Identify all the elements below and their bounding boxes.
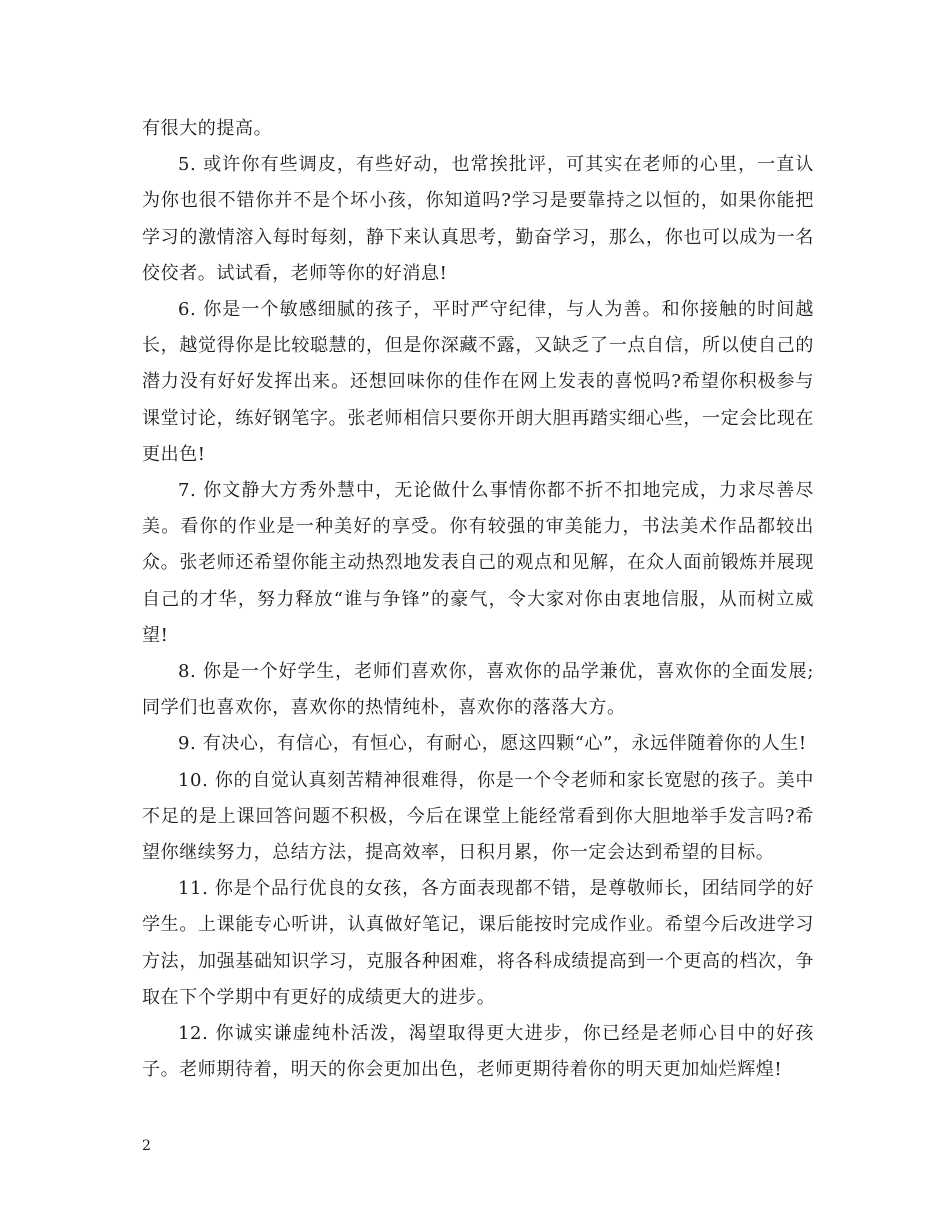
paragraph-item-12: 12. 你诚实谦虚纯朴活泼，渴望取得更大进步，你已经是老师心目中的好孩子。老师期待着，明天的你会更加出色，老师更期待着你的明天更加灿烂辉煌! xyxy=(142,1023,814,1081)
paragraph-item-9: 9. 有决心，有信心，有恒心，有耐心，愿这四颗“心”，永远伴随着你的人生! xyxy=(178,733,807,755)
paragraph-item-5: 5. 或许你有些调皮，有些好动，也常挨批评，可其实在老师的心里，一直认为你也很不错你并不是个坏小孩，你知道吗?学习是要靠持之以恒的，如果你能把学习的激情溶入每时每刻，静下来认真思考，勤奋学习，那么，你也可以成为一名佼佼者。试试看，老师等你的好消息! xyxy=(142,154,814,284)
paragraph-item-6: 6. 你是一个敏感细腻的孩子，平时严守纪律，与人为善。和你接触的时间越长，越觉得你是比较聪慧的，但是你深藏不露，又缺乏了一点自信，所以使自己的潜力没有好好发挥出来。还想回味你的佳作在网上发表的喜悦吗?希望你积极参与课堂讨论，练好钢笔字。张老师相信只要你开朗大胆再踏实细心些，一定会比现在更出色! xyxy=(142,299,814,465)
paragraph-item-8: 8. 你是一个好学生，老师们喜欢你，喜欢你的品学兼优，喜欢你的全面发展;同学们也喜欢你，喜欢你的热情纯朴，喜欢你的落落大方。 xyxy=(142,661,814,719)
page-number: 2 xyxy=(142,1138,151,1154)
document-body xyxy=(142,111,814,1088)
paragraph-item-10: 10. 你的自觉认真刻苦精神很难得，你是一个令老师和家长宽慰的孩子。美中不足的是上课回答问题不积极，今后在课堂上能经常看到你大胆地举手发言吗?希望你继续努力，总结方法，提高效率，日积月累，你一定会达到希望的目标。 xyxy=(142,769,814,864)
paragraph-continuation: 有很大的提高。 xyxy=(142,118,273,139)
paragraph-item-7: 7. 你文静大方秀外慧中，无论做什么事情你都不折不扣地完成，力求尽善尽美。看你的作业是一种美好的享受。你有较强的审美能力，书法美术作品都较出众。张老师还希望你能主动热烈地发表自己的观点和见解，在众人面前锻炼并展现自己的才华，努力释放“谁与争锋”的豪气，令大家对你由衷地信服，从而树立威望! xyxy=(142,480,814,646)
paragraph-item-11: 11. 你是个品行优良的女孩，各方面表现都不错，是尊敬师长，团结同学的好学生。上课能专心听讲，认真做好笔记，课后能按时完成作业。希望今后改进学习方法，加强基础知识学习，克服各种困难，将各科成绩提高到一个更高的档次，争取在下个学期中有更好的成绩更大的进步。 xyxy=(142,878,814,1008)
